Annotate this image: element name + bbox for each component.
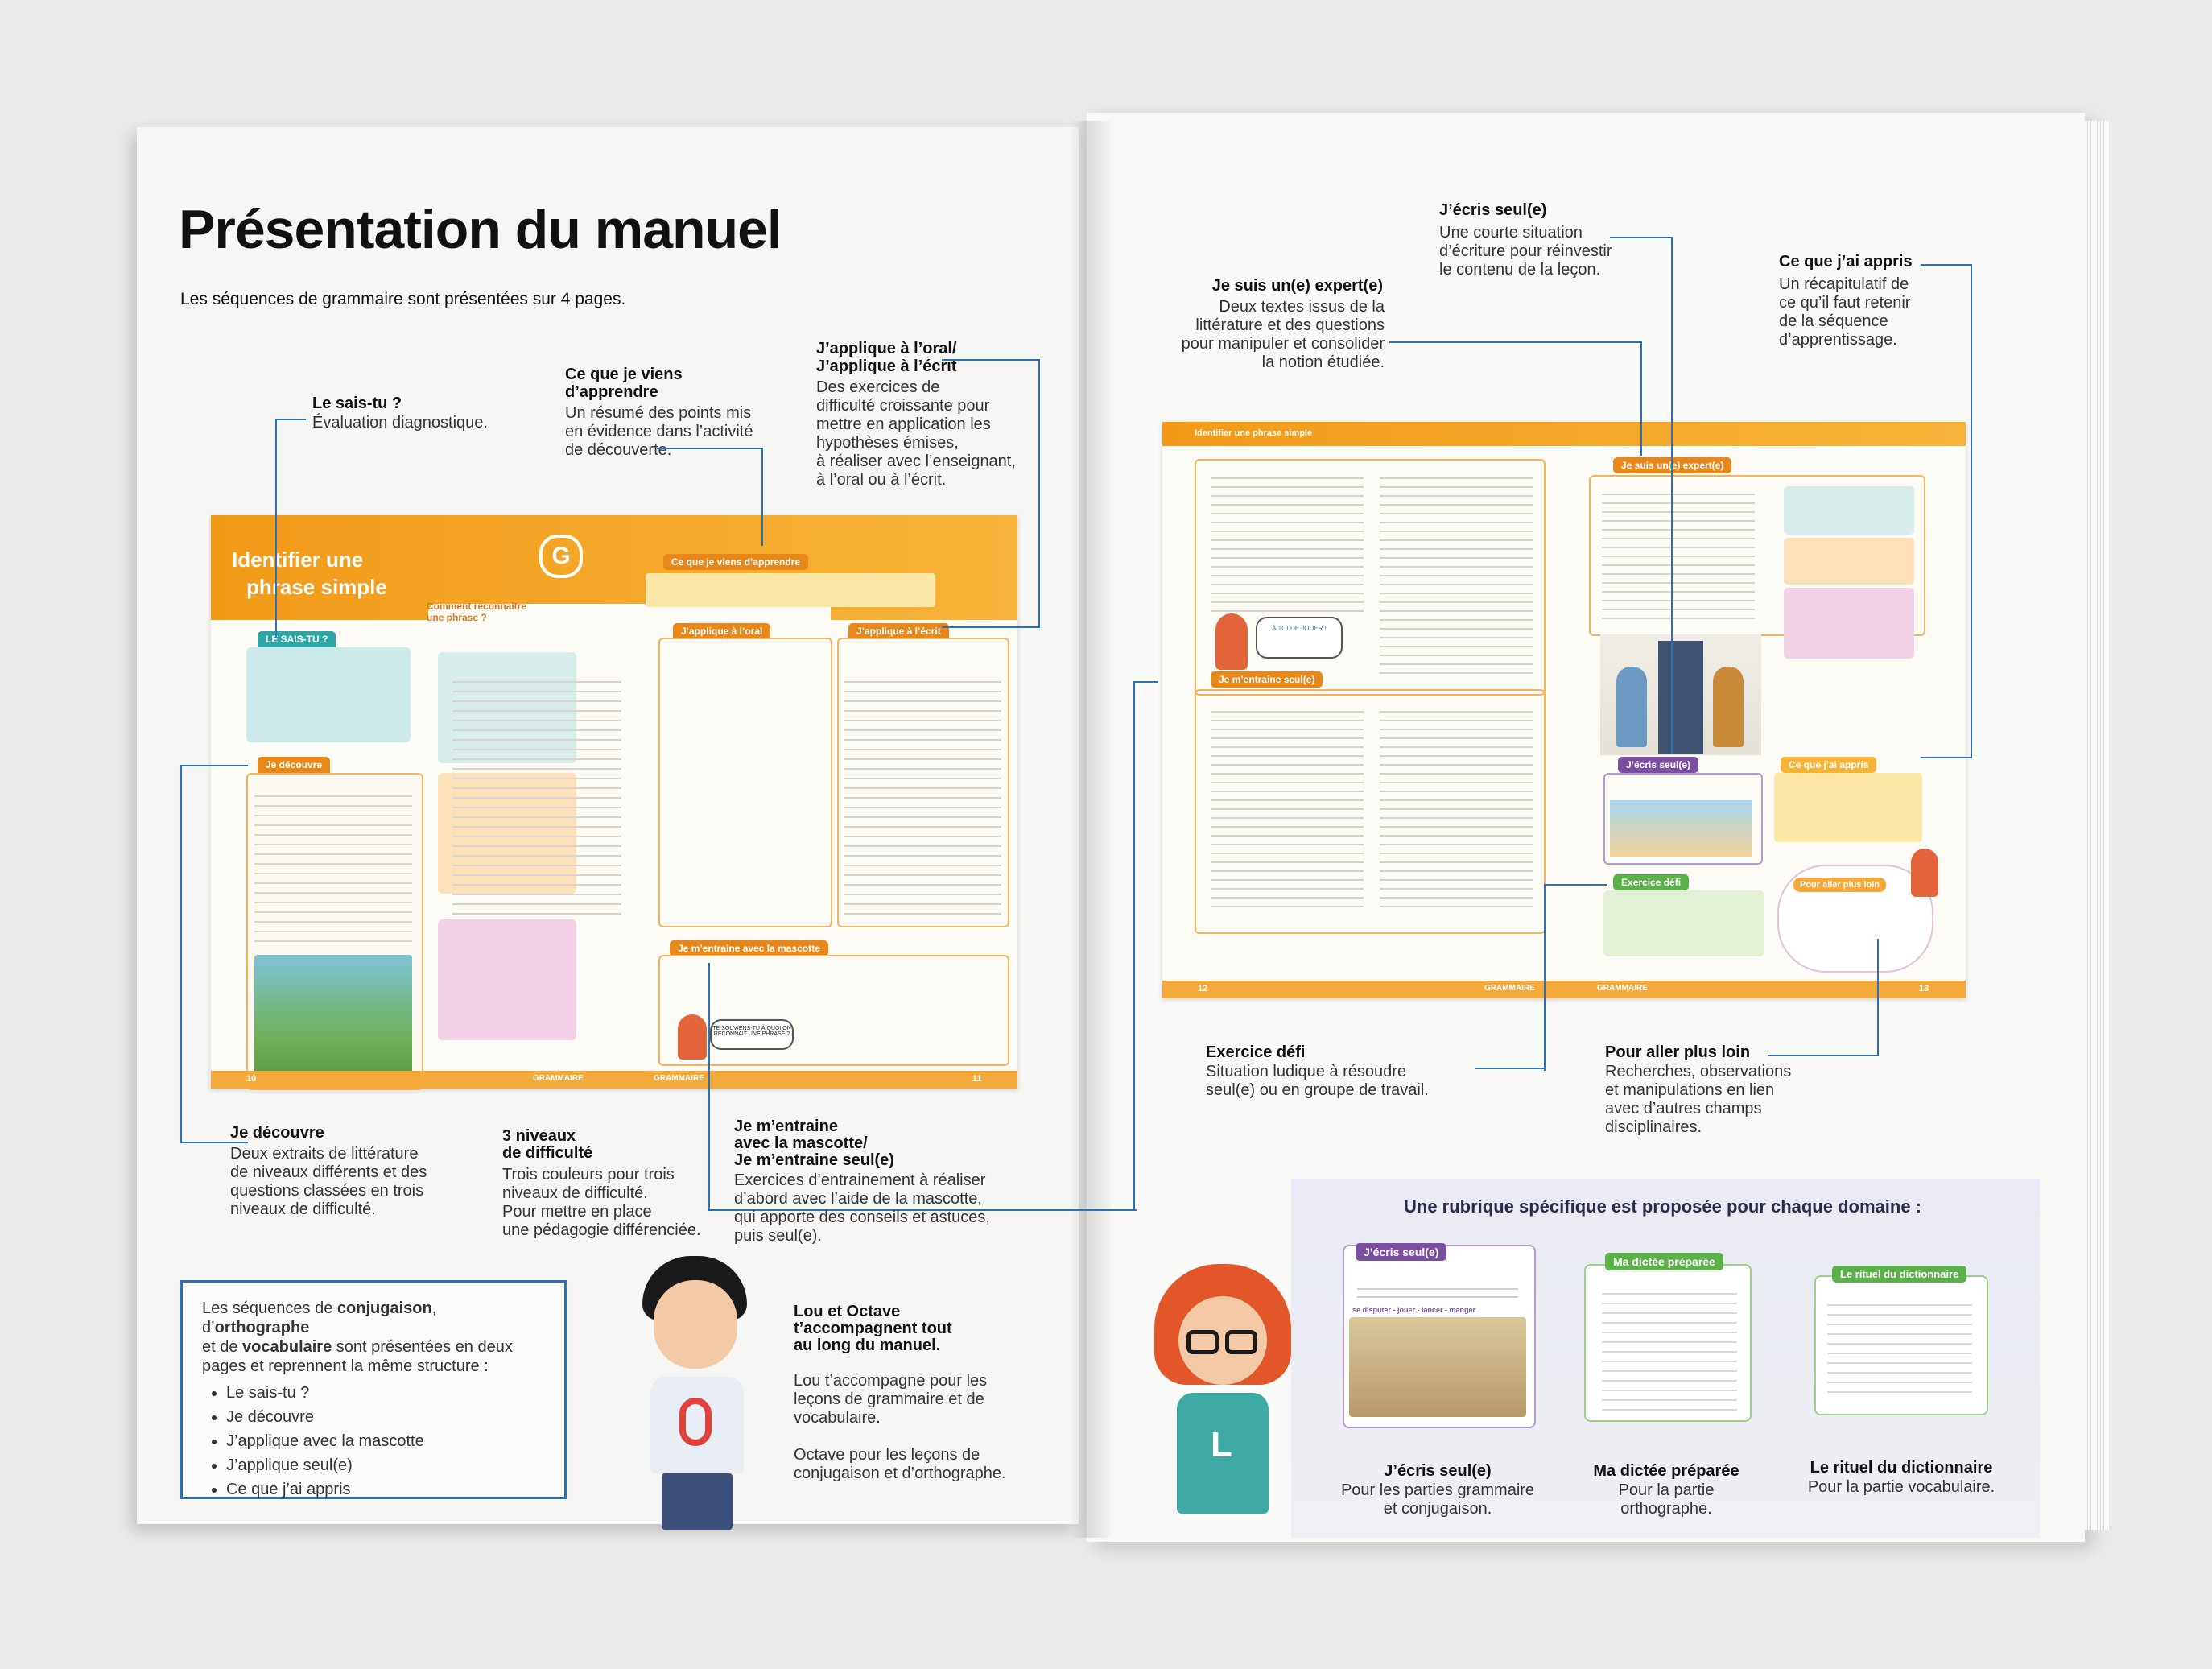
beach-illustration bbox=[1610, 800, 1752, 857]
spread-comment-2: une phrase ? bbox=[427, 612, 487, 623]
callout-defi-title: Exercice défi bbox=[1206, 1043, 1306, 1061]
tab-je-decouvre: Je découvre bbox=[258, 757, 330, 773]
tab-card-dictionnaire: Le rituel du dictionnaire bbox=[1832, 1266, 1966, 1283]
footer-grammaire-right-r: GRAMMAIRE bbox=[1597, 984, 1648, 993]
je-decouvre-text-lines bbox=[254, 787, 412, 948]
list-item: • Le sais-tu ? bbox=[226, 1381, 545, 1405]
footer-page-11: 11 bbox=[972, 1074, 982, 1084]
connector-defi bbox=[1544, 884, 1607, 1071]
ce-que-appris-box bbox=[1774, 773, 1922, 842]
card-dictionnaire-title: Le rituel du dictionnaire bbox=[1810, 1459, 1993, 1477]
callout-japplique-text: Des exercices de difficulté croissante pour mettre en application les hypothèses émises, à réaliser avec l’enseignant, à l’oral ou à l’écrit. bbox=[816, 378, 1016, 489]
connector-appris bbox=[1921, 264, 1972, 758]
cloud-label: Pour aller plus loin bbox=[1793, 878, 1886, 892]
footer-grammaire-left: GRAMMAIRE bbox=[533, 1074, 584, 1083]
callout-lou-title-3: au long du manuel. bbox=[794, 1336, 941, 1354]
callout-mascotte-title-2: avec la mascotte/ bbox=[734, 1134, 868, 1152]
connector-loin bbox=[1768, 939, 1879, 1056]
tab-expert: Je suis un(e) expert(e) bbox=[1613, 457, 1731, 473]
list-item: • Je découvre bbox=[226, 1405, 545, 1429]
octave-mascot-illustration bbox=[602, 1256, 795, 1530]
callout-ecris-text: Une courte situation d’écriture pour réinvestir le contenu de la leçon. bbox=[1439, 224, 1612, 279]
tab-applique-ecrit: J’applique à l’écrit bbox=[848, 623, 949, 639]
spread-heading-1: Identifier une bbox=[232, 547, 364, 572]
list-item: • J’applique seul(e) bbox=[226, 1453, 545, 1477]
rubrique-heading: Une rubrique spécifique est proposée pour chaque domaine : bbox=[1404, 1196, 1921, 1217]
callout-appris-title: Ce que j’ai appris bbox=[1779, 253, 1913, 271]
applique-oral-text-lines bbox=[452, 673, 621, 915]
forest-illustration bbox=[254, 955, 412, 1076]
footer-page-13: 13 bbox=[1919, 984, 1929, 994]
callout-appris-text: Un récapitulatif de ce qu’il faut retenir de la séquence d’apprentissage. bbox=[1779, 275, 1911, 349]
tab-entraine-seul: Je m’entraine seul(e) bbox=[1211, 671, 1323, 688]
callout-loin-title: Pour aller plus loin bbox=[1605, 1043, 1751, 1061]
exercice-defi-box bbox=[1603, 890, 1764, 956]
callout-ce-que-title-2: d’apprendre bbox=[565, 383, 658, 401]
page-subtitle: Les séquences de grammaire sont présentées sur 4 pages. bbox=[180, 290, 626, 308]
connector-expert bbox=[1389, 341, 1642, 456]
list-item: • Ce que j’ai appris bbox=[226, 1477, 545, 1502]
callout-lou-title-1: Lou et Octave bbox=[794, 1303, 901, 1320]
card-ecris-text: Pour les parties grammaire et conjugaison. bbox=[1340, 1481, 1535, 1518]
callout-japplique-title-2: J’applique à l’écrit bbox=[816, 357, 957, 375]
callout-niveaux-text: Trois couleurs pour trois niveaux de difficulté. Pour mettre en place une pédagogie différenciée. bbox=[502, 1166, 701, 1239]
callout-loin-text: Recherches, observations et manipulations en lien avec d’autres champs disciplinaires. bbox=[1605, 1063, 1792, 1136]
lou-mascot-illustration: L bbox=[1130, 1264, 1315, 1538]
book-gutter bbox=[1071, 121, 1111, 1538]
footer-page-12: 12 bbox=[1198, 984, 1208, 994]
callout-niveaux-title-2: de difficulté bbox=[502, 1144, 593, 1162]
callout-lou-title-2: t’accompagnent tout bbox=[794, 1320, 952, 1337]
card-dictionnaire-text: Pour la partie vocabulaire. bbox=[1807, 1478, 1995, 1496]
applique-ecrit-text-lines bbox=[844, 673, 1001, 915]
callout-mascotte-title-3: Je m’entraine seul(e) bbox=[734, 1151, 894, 1169]
list-item: • J’applique avec la mascotte bbox=[226, 1429, 545, 1453]
tab-card-ecris: J’écris seul(e) bbox=[1356, 1243, 1446, 1261]
connector-je-decouvre bbox=[180, 765, 248, 1143]
structure-info-box: Les séquences de conjugaison, d’orthographe et de vocabulaire sont présentées en deux pages et reprennent la même structure : • Le sais-tu ? • Je découvre • J’applique avec la mascotte • J’applique seul(e) • Ce que j’ai appris bbox=[180, 1280, 567, 1499]
questions-level-3 bbox=[438, 919, 576, 1040]
footer-grammaire-right: GRAMMAIRE bbox=[654, 1074, 704, 1083]
mascot-speech-bubble: TE SOUVIENS-TU À QUOI ON RECONNAIT UNE PHRASE ? bbox=[710, 1019, 794, 1050]
callout-expert-title: Je suis un(e) expert(e) bbox=[1211, 277, 1383, 295]
tab-mascotte: Je m’entraine avec la mascotte bbox=[670, 940, 828, 956]
structure-list bbox=[202, 1381, 545, 1502]
callout-sais-tu-title: Le sais-tu ? bbox=[312, 395, 402, 412]
callout-decouvre-title: Je découvre bbox=[230, 1124, 324, 1142]
callout-sais-tu-text: Évaluation diagnostique. bbox=[312, 414, 488, 432]
footer-grammaire-left-r: GRAMMAIRE bbox=[1484, 984, 1535, 993]
callout-mascotte-title-1: Je m’entraine bbox=[734, 1117, 838, 1135]
callout-defi-text: Situation ludique à résoudre seul(e) ou en groupe de travail. bbox=[1206, 1063, 1429, 1099]
sequence-letter-badge: G bbox=[539, 535, 583, 578]
callout-niveaux-title-1: 3 niveaux bbox=[502, 1127, 576, 1145]
tab-applique-oral: J’applique à l’oral bbox=[673, 623, 770, 639]
card-dictee-title: Ma dictée préparée bbox=[1593, 1462, 1739, 1480]
connector-sais-tu bbox=[275, 419, 306, 638]
callout-decouvre-text: Deux extraits de littérature de niveaux différents et des questions classées en trois niveaux de difficulté. bbox=[230, 1145, 427, 1218]
ce-que-box bbox=[646, 573, 935, 607]
lou-mini-mascot bbox=[678, 1014, 707, 1060]
applique-oral-box bbox=[658, 638, 832, 927]
page-stack-edge bbox=[2085, 121, 2109, 1530]
tab-ce-que-je-viens: Ce que je viens d’apprendre bbox=[663, 554, 808, 570]
callout-japplique-title-1: J’applique à l’oral/ bbox=[816, 340, 957, 357]
callout-lou-text-1: Lou t’accompagne pour les leçons de grammaire et de vocabulaire. bbox=[794, 1372, 988, 1427]
spread-comment-1: Comment reconnaitre bbox=[427, 601, 527, 612]
tab-ce-que-appris: Ce que j’ai appris bbox=[1781, 757, 1876, 773]
tab-ecris-seul: J’écris seul(e) bbox=[1618, 757, 1698, 773]
spread-band-title: Identifier une phrase simple bbox=[1195, 428, 1313, 438]
callout-ce-que-text: Un résumé des points mis en évidence dans l’activité de découverte. bbox=[565, 404, 753, 459]
mascot-speech-bubble-right: À TOI DE JOUER ! bbox=[1256, 617, 1343, 659]
footer-page-10: 10 bbox=[246, 1074, 257, 1084]
callout-lou-text-2: Octave pour les leçons de conjugaison et d’orthographe. bbox=[794, 1446, 1006, 1482]
lou-mini-mascot-right bbox=[1215, 613, 1248, 670]
card-verbs: se disputer - jouer - lancer - manger bbox=[1352, 1306, 1476, 1314]
card-ecris-title: J’écris seul(e) bbox=[1384, 1462, 1492, 1480]
card-dictee-text: Pour la partie orthographe. bbox=[1618, 1481, 1715, 1518]
lou-mini-mascot-cloud bbox=[1911, 849, 1938, 897]
callout-mascotte-text: Exercices d’entrainement à réaliser d’abord avec l’aide de la mascotte, qui apporte des conseils et astuces, puis seul(e). bbox=[734, 1171, 990, 1245]
spread-heading-2: phrase simple bbox=[246, 575, 387, 599]
connector-ecris bbox=[1610, 237, 1673, 754]
tab-card-dictee: Ma dictée préparée bbox=[1605, 1253, 1723, 1270]
callout-expert-text: Deux textes issus de la littérature et des questions pour manipuler et consolider la notion étudiée. bbox=[1181, 298, 1385, 371]
sais-tu-box bbox=[246, 647, 411, 742]
tab-sais-tu: LE SAIS-TU ? bbox=[258, 631, 336, 647]
page-title: Présentation du manuel bbox=[179, 199, 782, 260]
connector-ce-que bbox=[657, 448, 763, 546]
family-table-illustration bbox=[1349, 1317, 1526, 1417]
tab-exercice-defi: Exercice défi bbox=[1613, 874, 1689, 890]
connector-japplique bbox=[942, 359, 1040, 628]
callout-ecris-title: J’écris seul(e) bbox=[1439, 201, 1547, 219]
callout-ce-que-title-1: Ce que je viens bbox=[565, 366, 683, 383]
